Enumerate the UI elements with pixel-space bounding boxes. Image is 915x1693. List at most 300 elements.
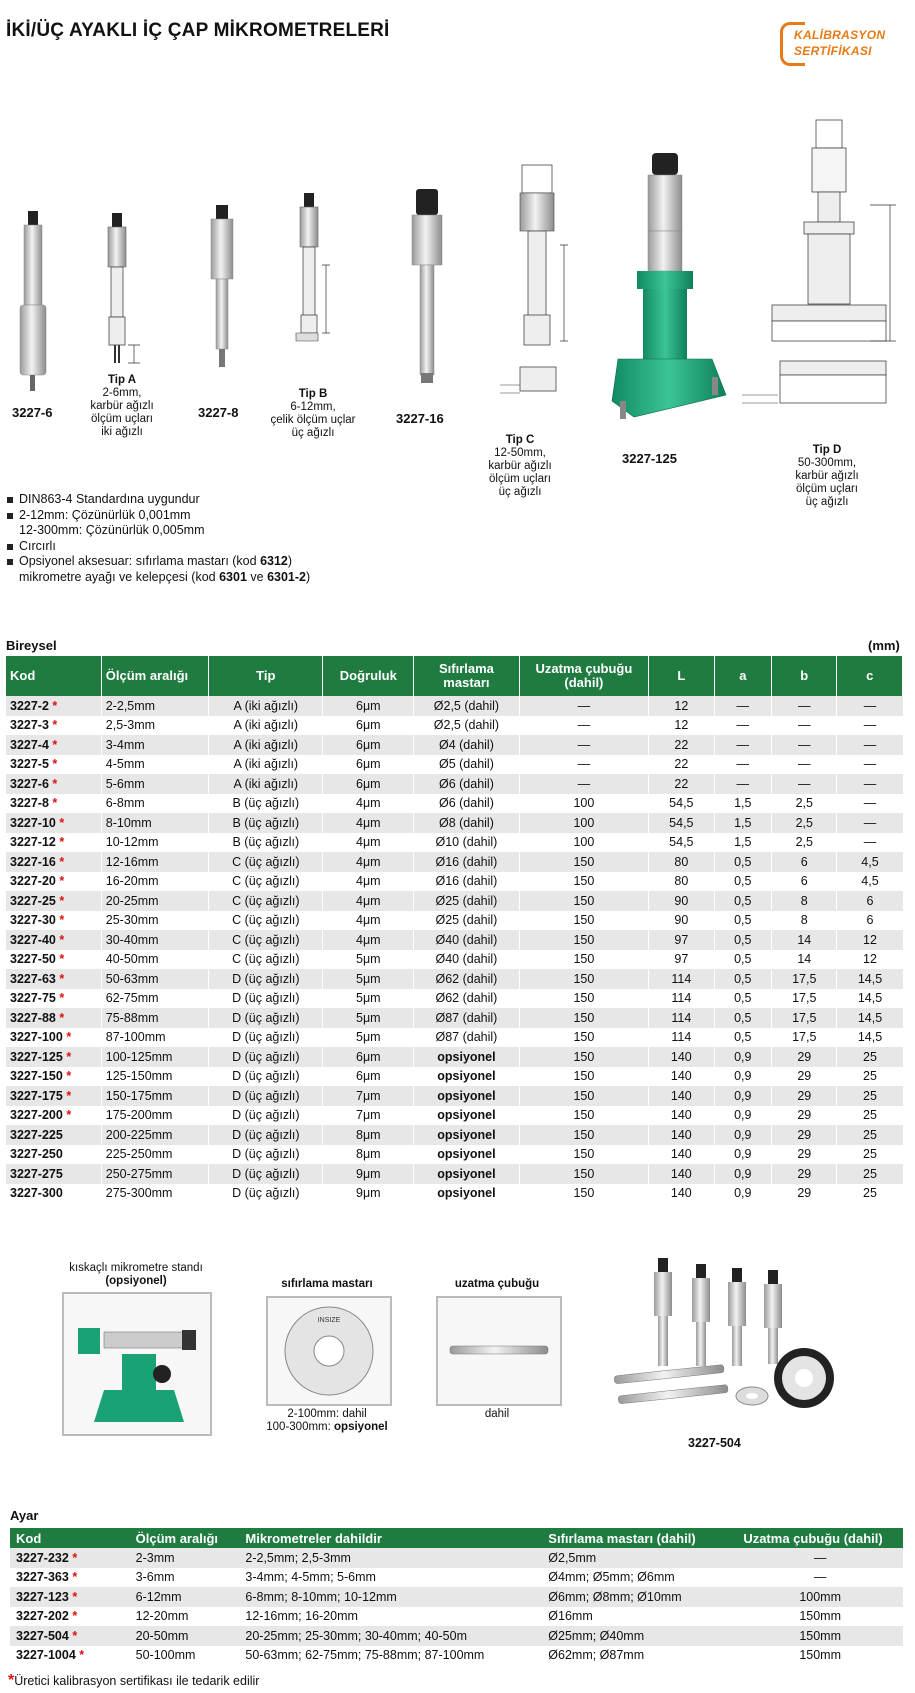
included-micrometers-cell: 20-25mm; 25-30mm; 30-40mm; 40-50m [239, 1626, 542, 1646]
l-cell: 54,5 [649, 833, 714, 853]
code-cell [6, 891, 101, 911]
ring-gauge-title: sıfırlama mastarı [281, 1278, 373, 1290]
calibration-star: * [59, 815, 65, 830]
extension-rod-cell: 150 [519, 1164, 648, 1184]
b-cell: 2,5 [772, 794, 837, 814]
l-cell: 140 [649, 1086, 714, 1106]
accuracy-cell: 4μm [323, 930, 414, 950]
product-code-3227-8: 3227-8 [198, 405, 239, 420]
b-cell: 14 [772, 950, 837, 970]
range-cell: 30-40mm [101, 930, 208, 950]
c-cell: 25 [837, 1184, 903, 1204]
table-row [6, 891, 903, 911]
tip-b-line-2: çelik ölçüm uçlar [270, 414, 356, 426]
set-micrometers [654, 1258, 782, 1366]
extension-rod-cell: 150mm [799, 1648, 841, 1663]
setting-ring-cell: Ø16mm [548, 1609, 593, 1624]
setting-ring-cell: opsiyonel [414, 1184, 519, 1204]
type-cell: D (üç ağızlı) [209, 1106, 323, 1126]
b-cell: — [772, 716, 837, 736]
logo-line-1: KALİBRASYON [794, 28, 886, 42]
table-row [6, 852, 903, 872]
setting-ring-cell: Ø87 (dahil) [414, 1008, 519, 1028]
calibration-star: * [59, 835, 65, 850]
code-cell [6, 950, 101, 970]
individual-section-title: Bireysel [6, 638, 57, 653]
l-cell: 97 [649, 930, 714, 950]
calibration-star: * [72, 1550, 78, 1565]
feature-text: mikrometre ayağı ve kelepçesi (kod [19, 569, 220, 584]
extension-rod-cell: 150 [519, 911, 648, 931]
b-cell: — [772, 755, 837, 775]
setting-ring-cell: Ø25 (dahil) [414, 911, 519, 931]
code-cell [6, 1125, 101, 1145]
setting-ring-cell: Ø5 (dahil) [414, 755, 519, 775]
l-cell: 114 [649, 989, 714, 1009]
table-row [6, 794, 903, 814]
table-row [6, 1067, 903, 1087]
col-header: Kod [10, 1528, 130, 1548]
accuracy-cell: 6μm [323, 735, 414, 755]
code-cell [6, 1028, 101, 1048]
product-code: 3227-4 [10, 737, 49, 752]
accuracy-cell: 6μm [323, 1047, 414, 1067]
b-cell: 2,5 [772, 833, 837, 853]
col-header: Ölçüm aralığı [130, 1528, 240, 1548]
code-cell [6, 794, 101, 814]
included-micrometers-cell: 2-2,5mm; 2,5-3mm [239, 1548, 542, 1568]
feature-item [6, 554, 310, 570]
table-row [6, 1184, 903, 1204]
tip-a-caption [82, 374, 162, 439]
extension-rod-cell: 150 [519, 1106, 648, 1126]
table-row [6, 716, 903, 736]
extension-rod-cell: 150 [519, 969, 648, 989]
b-cell: 6 [772, 872, 837, 892]
c-cell: 25 [837, 1047, 903, 1067]
accuracy-cell: 6μm [323, 774, 414, 794]
stand-caption [56, 1262, 216, 1288]
table-row [6, 735, 903, 755]
col-header: Ölçüm aralığı [101, 656, 208, 696]
product-code: 3227-63 [10, 971, 56, 986]
range-cell: 100-125mm [101, 1047, 208, 1067]
c-cell: 4,5 [837, 872, 903, 892]
setting-ring-cell: Ø6 (dahil) [414, 774, 519, 794]
table-row [6, 872, 903, 892]
tip-d-title: Tip D [812, 444, 842, 456]
extension-rod-cell: 150 [519, 950, 648, 970]
calibration-star: * [59, 874, 65, 889]
type-cell: A (iki ağızlı) [209, 735, 323, 755]
col-header: Tip [209, 656, 323, 696]
table-row [6, 833, 903, 853]
calibration-star: * [66, 1049, 72, 1064]
col-header: Uzatma çubuğu (dahil) [519, 656, 648, 696]
accuracy-cell: 4μm [323, 833, 414, 853]
code-cell [6, 930, 101, 950]
a-cell: 0,9 [714, 1106, 771, 1126]
c-cell: — [837, 735, 903, 755]
c-cell: 25 [837, 1086, 903, 1106]
c-cell: — [837, 794, 903, 814]
product-code: 3227-225 [10, 1127, 63, 1142]
range-cell: 150-175mm [101, 1086, 208, 1106]
tip-c-drawing [500, 165, 568, 393]
a-cell: 0,9 [714, 1125, 771, 1145]
product-code: 3227-40 [10, 932, 56, 947]
extension-rod-cell: — [519, 774, 648, 794]
a-cell: 0,5 [714, 872, 771, 892]
type-cell: D (üç ağızlı) [209, 1028, 323, 1048]
setting-ring-cell: Ø6mm; Ø8mm; Ø10mm [542, 1587, 737, 1607]
ring-gauge-image-frame [266, 1296, 392, 1406]
tip-d-line-1: 50-300mm, [797, 457, 857, 469]
tip-d-drawing [742, 120, 896, 403]
calibration-star: * [66, 1088, 72, 1103]
code-cell [6, 1184, 101, 1204]
l-cell: 97 [649, 950, 714, 970]
setting-ring-cell: Ø6 (dahil) [414, 794, 519, 814]
feature-text: ) [287, 554, 293, 568]
set-code: 3227-363 [16, 1570, 69, 1585]
tip-c-line-1: 12-50mm, [494, 447, 546, 459]
set-code-cell [10, 1587, 130, 1607]
product-code: 3227-12 [10, 835, 56, 850]
code-cell [6, 1067, 101, 1087]
a-cell: 0,9 [714, 1164, 771, 1184]
calibration-star: * [72, 1589, 78, 1604]
feature-item-continued [6, 523, 310, 539]
accuracy-cell: 5μm [323, 989, 414, 1009]
product-code: 3227-150 [10, 1069, 63, 1084]
feature-text: Cırcırlı [19, 538, 56, 553]
range-cell: 75-88mm [101, 1008, 208, 1028]
type-cell: B (üç ağızlı) [209, 794, 323, 814]
product-code-3227-125: 3227-125 [622, 451, 677, 466]
page-title: İKİ/ÜÇ AYAKLI İÇ ÇAP MİKROMETRELERİ [6, 20, 390, 41]
col-header: Kod [6, 656, 101, 696]
code-cell [6, 735, 101, 755]
code-cell [6, 969, 101, 989]
l-cell: 22 [649, 755, 714, 775]
product-code: 3227-30 [10, 913, 56, 928]
extension-rod-cell: 150mm [799, 1609, 841, 1624]
set-code: 3227-504 [16, 1628, 69, 1643]
a-cell: 1,5 [714, 813, 771, 833]
b-cell: 29 [772, 1125, 837, 1145]
l-cell: 54,5 [649, 794, 714, 814]
calibration-star: * [59, 1010, 65, 1025]
b-cell: 14 [772, 930, 837, 950]
product-code: 3227-6 [10, 776, 49, 791]
set-code: 3227-1004 [16, 1648, 76, 1663]
col-header: Sıfırlama mastarı (dahil) [542, 1528, 737, 1548]
extension-rod-cell: — [519, 755, 648, 775]
set-range-cell: 12-20mm [135, 1609, 189, 1624]
b-cell: 2,5 [772, 813, 837, 833]
extension-rod-cell: 150 [519, 1125, 648, 1145]
l-cell: 90 [649, 891, 714, 911]
logo-line-2: SERTİFİKASI [794, 44, 872, 58]
set-range-cell: 6-12mm [130, 1587, 240, 1607]
a-cell: 0,9 [714, 1184, 771, 1204]
extension-rod-cell: — [519, 716, 648, 736]
product-code: 3227-2 [10, 698, 49, 713]
feature-text: DIN863-4 Standardına uygundur [19, 492, 200, 506]
setting-ring-cell: opsiyonel [414, 1145, 519, 1165]
table-row [6, 1125, 903, 1145]
set-range-cell: 3-6mm [135, 1570, 175, 1585]
sets-section-title: Ayar [10, 1508, 39, 1523]
setting-ring-cell: opsiyonel [414, 1106, 519, 1126]
code-cell [6, 716, 101, 736]
calibration-star: * [72, 1570, 78, 1585]
table-row [6, 1008, 903, 1028]
product-code-3227-16: 3227-16 [396, 411, 444, 426]
setting-ring-cell: Ø62mm; Ø87mm [548, 1648, 645, 1663]
sets-table [10, 1528, 903, 1665]
col-header: b [772, 656, 837, 696]
calibration-star: * [52, 718, 58, 733]
extension-rod-cell: — [519, 696, 648, 716]
table-row [6, 969, 903, 989]
calibration-star: * [52, 757, 58, 772]
table-row [10, 1607, 903, 1627]
product-code: 3227-25 [10, 893, 56, 908]
product-code: 3227-175 [10, 1088, 63, 1103]
accuracy-cell: 4μm [323, 891, 414, 911]
b-cell: 29 [772, 1106, 837, 1126]
table-row [6, 911, 903, 931]
tip-a-title: Tip A [107, 374, 137, 386]
tip-b-title: Tip B [298, 388, 328, 400]
code-cell [6, 833, 101, 853]
c-cell: 14,5 [837, 989, 903, 1009]
col-header: Uzatma çubuğu (dahil) [737, 1528, 903, 1548]
l-cell: 140 [649, 1125, 714, 1145]
range-cell: 87-100mm [101, 1028, 208, 1048]
type-cell: D (üç ağızlı) [209, 1086, 323, 1106]
range-cell: 5-6mm [101, 774, 208, 794]
l-cell: 12 [649, 696, 714, 716]
individual-products-table [6, 656, 903, 1203]
a-cell: 0,9 [714, 1067, 771, 1087]
extension-rod-icon [438, 1298, 560, 1404]
col-header: a [714, 656, 771, 696]
product-code: 3227-200 [10, 1108, 63, 1123]
set-code: 3227-202 [16, 1609, 69, 1624]
a-cell: — [714, 716, 771, 736]
accuracy-cell: 6μm [323, 755, 414, 775]
accuracy-cell: 7μm [323, 1086, 414, 1106]
calibration-star: * [59, 991, 65, 1006]
accuracy-cell: 4μm [323, 872, 414, 892]
tip-d-line-3: ölçüm uçları [796, 483, 858, 495]
table-row [6, 950, 903, 970]
c-cell: 14,5 [837, 1008, 903, 1028]
setting-ring-cell: Ø8 (dahil) [414, 813, 519, 833]
b-cell: 29 [772, 1086, 837, 1106]
l-cell: 54,5 [649, 813, 714, 833]
table-row [6, 1047, 903, 1067]
c-cell: 4,5 [837, 852, 903, 872]
col-header: L [649, 656, 714, 696]
c-cell: — [837, 774, 903, 794]
setting-ring-cell: opsiyonel [414, 1047, 519, 1067]
feature-text: 12-300mm: Çözünürlük 0,005mm [19, 523, 205, 537]
setting-ring-cell: Ø10 (dahil) [414, 833, 519, 853]
table-row [10, 1568, 903, 1588]
extension-rod-title: uzatma çubuğu [454, 1278, 540, 1290]
extension-rod-cell: 150 [519, 1145, 648, 1165]
set-code: 3227-232 [16, 1550, 69, 1565]
tip-c-line-3: ölçüm uçları [489, 473, 551, 485]
type-cell: B (üç ağızlı) [209, 813, 323, 833]
c-cell: 25 [837, 1145, 903, 1165]
accuracy-cell: 6μm [323, 716, 414, 736]
extension-rod-cell: — [737, 1548, 903, 1568]
set-code-cell [10, 1646, 130, 1666]
l-cell: 140 [649, 1067, 714, 1087]
set-range-cell: 2-3mm [130, 1548, 240, 1568]
table-row [10, 1548, 903, 1568]
type-cell: C (üç ağızlı) [209, 930, 323, 950]
table-row [6, 1028, 903, 1048]
accuracy-cell: 5μm [323, 1028, 414, 1048]
range-cell: 175-200mm [101, 1106, 208, 1126]
setting-ring-cell: Ø87 (dahil) [414, 1028, 519, 1048]
range-cell: 62-75mm [101, 989, 208, 1009]
code-cell [6, 1164, 101, 1184]
tip-c-line-2: karbür ağızlı [488, 460, 552, 472]
product-code: 3227-250 [10, 1147, 63, 1162]
feature-code: 6312 [260, 554, 288, 568]
type-cell: D (üç ağızlı) [209, 1184, 323, 1204]
micrometer-3227-125-image [612, 153, 726, 419]
extension-rod-cell: 150 [519, 1086, 648, 1106]
b-cell: 8 [772, 891, 837, 911]
type-cell: D (üç ağızlı) [209, 1047, 323, 1067]
extension-rod-cell: 150 [519, 1067, 648, 1087]
setting-ring-cell: Ø40 (dahil) [414, 950, 519, 970]
c-cell: 25 [837, 1125, 903, 1145]
extension-rod-cell: 150 [519, 852, 648, 872]
ring-caption-line-2: 100-300mm: [266, 1421, 335, 1433]
product-code: 3227-3 [10, 718, 49, 733]
footnote-star: * [8, 1672, 15, 1689]
table-row [6, 696, 903, 716]
product-code: 3227-16 [10, 854, 56, 869]
code-cell [6, 1106, 101, 1126]
set-3227-504-image [604, 1256, 844, 1426]
extension-rod-cell: 150 [519, 1047, 648, 1067]
set-code: 3227-123 [16, 1589, 69, 1604]
range-cell: 25-30mm [101, 911, 208, 931]
product-code: 3227-75 [10, 991, 56, 1006]
b-cell: 29 [772, 1184, 837, 1204]
product-code: 3227-50 [10, 952, 56, 967]
type-cell: A (iki ağızlı) [209, 716, 323, 736]
b-cell: 17,5 [772, 989, 837, 1009]
extension-rod-cell: 100mm [737, 1587, 903, 1607]
l-cell: 114 [649, 1028, 714, 1048]
type-cell: A (iki ağızlı) [209, 696, 323, 716]
b-cell: 29 [772, 1164, 837, 1184]
b-cell: — [772, 774, 837, 794]
a-cell: — [714, 755, 771, 775]
col-header: Doğruluk [323, 656, 414, 696]
table-row [6, 1086, 903, 1106]
b-cell: 17,5 [772, 969, 837, 989]
calibration-star: * [72, 1628, 78, 1643]
stand-image-frame [62, 1292, 212, 1436]
range-cell: 20-25mm [101, 891, 208, 911]
l-cell: 140 [649, 1164, 714, 1184]
product-illustrations [0, 105, 915, 525]
setting-ring-cell: Ø16 (dahil) [414, 852, 519, 872]
range-cell: 250-275mm [101, 1164, 208, 1184]
set-code-cell [10, 1626, 130, 1646]
extension-rod-cell: 150 [519, 891, 648, 911]
c-cell: 14,5 [837, 1028, 903, 1048]
ring-gauge-caption [250, 1408, 404, 1434]
code-cell [6, 989, 101, 1009]
code-cell [6, 1145, 101, 1165]
calibration-star: * [52, 796, 58, 811]
range-cell: 4-5mm [101, 755, 208, 775]
included-micrometers-cell: 6-8mm; 8-10mm; 10-12mm [239, 1587, 542, 1607]
range-cell: 6-8mm [101, 794, 208, 814]
a-cell: — [714, 774, 771, 794]
tip-a-drawing [108, 213, 140, 363]
micrometer-3227-16-image [412, 189, 442, 383]
footnote-text: Üretici kalibrasyon sertifikası ile tedarik edilir [14, 1674, 260, 1688]
extension-rod-cell: 150 [519, 989, 648, 1009]
range-cell: 2,5-3mm [101, 716, 208, 736]
set-code-cell [10, 1607, 130, 1627]
setting-ring-cell: opsiyonel [414, 1086, 519, 1106]
tip-d-caption [782, 444, 872, 509]
calibration-star: * [52, 776, 58, 791]
b-cell: 6 [772, 852, 837, 872]
setting-ring-cell: Ø62 (dahil) [414, 989, 519, 1009]
tip-c-title: Tip C [505, 434, 535, 446]
set-code-3227-504: 3227-504 [688, 1436, 741, 1450]
a-cell: 0,5 [714, 1028, 771, 1048]
set-code-cell [10, 1568, 130, 1588]
accuracy-cell: 4μm [323, 852, 414, 872]
product-code: 3227-20 [10, 874, 56, 889]
table-row [6, 755, 903, 775]
stand-optional: (opsiyonel) [105, 1275, 167, 1287]
table-row [6, 774, 903, 794]
footnote [8, 1672, 259, 1690]
accuracy-cell: 6μm [323, 696, 414, 716]
extension-rod-cell: — [519, 735, 648, 755]
table-header-row [10, 1528, 903, 1548]
micrometer-3227-8-image [211, 205, 233, 367]
l-cell: 22 [649, 735, 714, 755]
table-row [10, 1646, 903, 1666]
type-cell: C (üç ağızlı) [209, 852, 323, 872]
product-code: 3227-10 [10, 815, 56, 830]
included-micrometers-cell: 50-63mm; 62-75mm; 75-88mm; 87-100mm [245, 1648, 485, 1663]
accuracy-cell: 5μm [323, 1008, 414, 1028]
type-cell: D (üç ağızlı) [209, 1164, 323, 1184]
setting-ring-cell: Ø25mm; Ø40mm [542, 1626, 737, 1646]
feature-text: ve [246, 569, 268, 584]
